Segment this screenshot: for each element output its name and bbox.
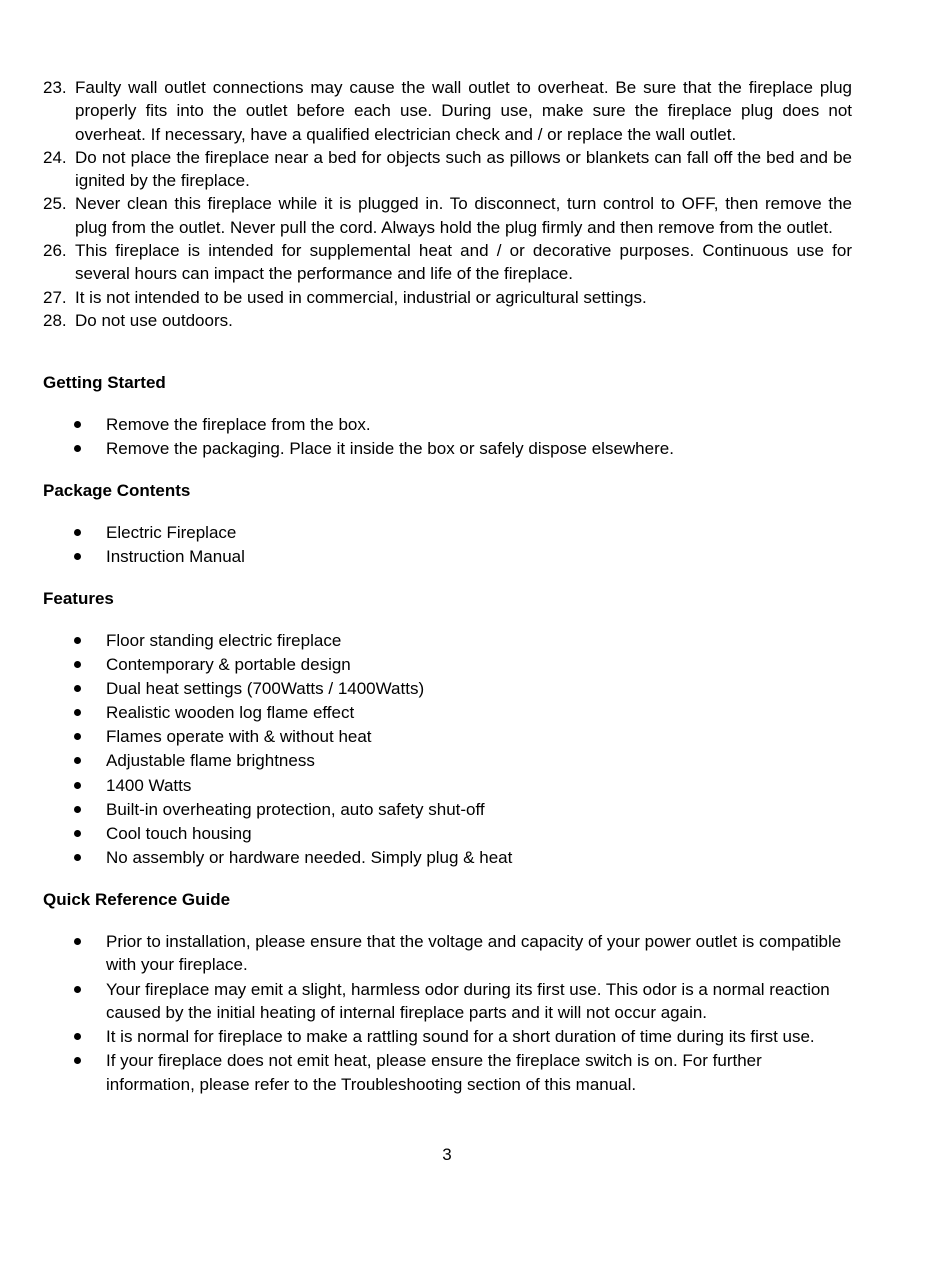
list-item — [72, 846, 852, 870]
item-number: 25. — [43, 194, 67, 214]
list-item — [72, 749, 852, 773]
bullet-icon — [74, 685, 81, 692]
item-text: No assembly or hardware needed. Simply plug & heat — [106, 847, 513, 867]
item-text: Electric Fireplace — [106, 523, 237, 542]
bullet-icon — [74, 986, 81, 993]
bullet-icon — [74, 1033, 81, 1040]
list-item — [43, 192, 852, 239]
bullet-icon — [74, 421, 81, 428]
list-item — [43, 286, 852, 309]
bullet-icon — [74, 782, 81, 789]
list-item — [72, 677, 852, 701]
item-text: Realistic wooden log flame effect — [106, 703, 355, 723]
item-text: Floor standing electric fireplace — [106, 631, 342, 650]
bullet-icon — [74, 733, 81, 740]
bullet-icon — [74, 757, 81, 764]
quick-reference-list — [72, 930, 852, 1096]
bullet-icon — [74, 529, 81, 536]
item-number: 23. — [43, 78, 67, 97]
quick-reference-heading: Quick Reference Guide — [43, 890, 231, 909]
item-text: Prior to installation, please ensure that the voltage and capacity of your power outlet is compatible with your fireplace. — [106, 932, 842, 975]
item-number: 26. — [43, 241, 67, 261]
list-item — [72, 822, 852, 846]
item-text: Built-in overheating protection, auto safety shut-off — [106, 799, 485, 819]
bullet-icon — [74, 445, 81, 452]
item-text: It is normal for fireplace to make a rattling sound for a short duration of time during its first use. — [106, 1027, 815, 1047]
bullet-icon — [74, 806, 81, 813]
list-item — [72, 774, 852, 798]
item-text: Instruction Manual — [106, 547, 245, 567]
features-list — [72, 629, 852, 870]
item-text: 1400 Watts — [106, 775, 192, 795]
list-item — [72, 1049, 852, 1096]
package-contents-list — [72, 521, 852, 569]
getting-started-heading: Getting Started — [43, 373, 166, 392]
item-text: Contemporary & portable design — [106, 655, 351, 675]
list-item — [72, 798, 852, 822]
item-text: Your fireplace may emit a slight, harmless odor during its first use. This odor is a normal reaction caused by the initial heating of internal fireplace parts and it will not occur again. — [106, 979, 830, 1022]
item-text: Flames operate with & without heat — [106, 727, 372, 747]
item-text: Never clean this fireplace while it is plugged in. To disconnect, turn control to OFF, then remove the plug from the outlet. Never pull the cord. Always hold the plug firmly and then remove from the outlet. — [75, 194, 852, 237]
bullet-icon — [74, 637, 81, 644]
list-item — [72, 701, 852, 725]
bullet-icon — [74, 830, 81, 837]
list-item — [72, 930, 852, 977]
list-item — [72, 725, 852, 749]
bullet-icon — [74, 661, 81, 668]
bullet-icon — [74, 709, 81, 716]
item-text: It is not intended to be used in commercial, industrial or agricultural settings. — [75, 287, 647, 307]
item-number: 27. — [43, 287, 67, 307]
item-text: Cool touch housing — [106, 823, 252, 843]
list-item — [72, 978, 852, 1025]
bullet-icon — [74, 938, 81, 945]
list-item — [72, 653, 852, 677]
item-number: 24. — [43, 147, 67, 167]
item-text: If your fireplace does not emit heat, please ensure the fireplace switch is on. For further information, please refer to the Troubleshooting section of this manual. — [106, 1051, 762, 1094]
item-text: Remove the packaging. Place it inside the box or safely dispose elsewhere. — [106, 439, 674, 459]
list-item — [72, 437, 852, 460]
bullet-icon — [74, 1057, 81, 1064]
item-text: Do not place the fireplace near a bed for objects such as pillows or blankets can fall off the bed and be ignited by the fireplace. — [75, 147, 852, 191]
list-item — [43, 309, 852, 332]
list-item — [72, 1025, 852, 1048]
item-number: 28. — [43, 310, 67, 330]
list-item — [43, 146, 852, 193]
list-item — [72, 521, 852, 544]
item-text: Dual heat settings (700Watts / 1400Watts) — [106, 679, 425, 699]
item-text: Adjustable flame brightness — [106, 751, 315, 771]
safety-instructions-list — [43, 76, 852, 332]
list-item — [43, 76, 852, 146]
bullet-icon — [74, 553, 81, 560]
item-text: This fireplace is intended for supplemental heat and / or decorative purposes. Continuous use for several hours can impact the performance and life of the fireplace. — [75, 241, 852, 284]
bullet-icon — [74, 854, 81, 861]
list-item — [72, 545, 852, 568]
item-text: Faulty wall outlet connections may cause the wall outlet to overheat. Be sure that the fireplace plug properly fits into the outlet before each use. During use, make sure the fireplace plug does not overheat. If necessary, have a qualified electrician check and / or replace the wall outlet. — [75, 78, 852, 144]
item-text: Do not use outdoors. — [75, 310, 233, 330]
list-item — [72, 413, 852, 436]
list-item — [72, 629, 852, 653]
package-contents-heading: Package Contents — [43, 481, 191, 500]
item-text: Remove the fireplace from the box. — [106, 415, 371, 434]
getting-started-list — [72, 413, 852, 461]
features-heading: Features — [43, 589, 114, 608]
page-number: 3 — [442, 1145, 452, 1164]
list-item — [43, 239, 852, 286]
